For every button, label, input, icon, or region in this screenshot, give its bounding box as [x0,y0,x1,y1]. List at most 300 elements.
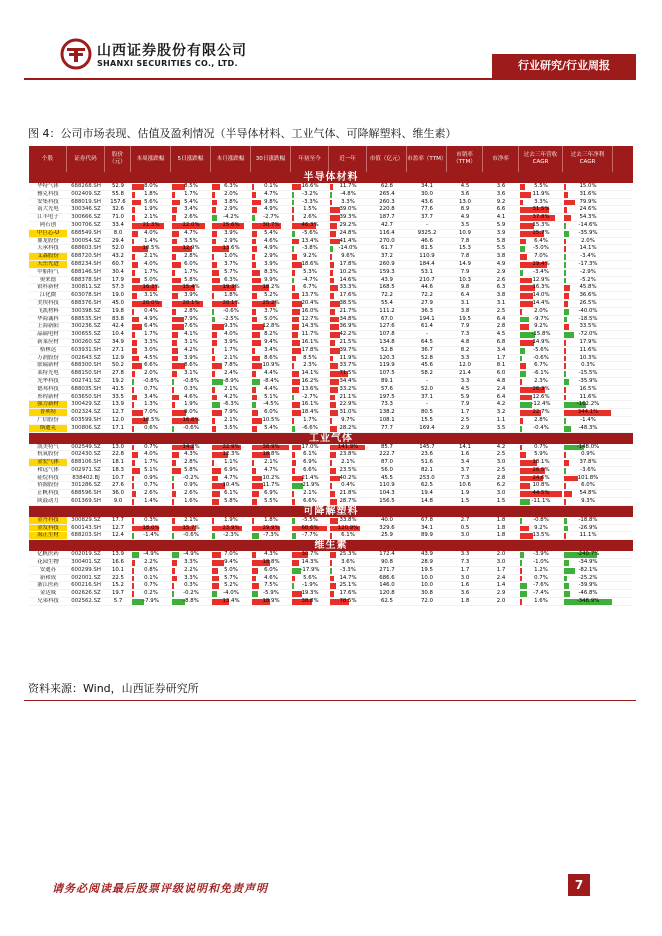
value-text: 30.7% [262,221,280,228]
value-text: 8.2% [264,331,278,338]
value-text: -4.5% [263,401,279,408]
stock-price: 71.0 [111,214,124,221]
col-pb-header: 市净率 [483,146,519,172]
col-30d-cell [251,362,291,369]
col-ytd-cell [291,292,329,299]
net-profit-cagr-cell [563,482,613,489]
net-profit-cagr-cell [563,253,613,260]
value-text: 13.4% [222,598,240,605]
value-text: 21.4% [301,474,319,481]
table-row [29,362,633,370]
value-bar [132,560,135,566]
table-row [29,590,633,598]
value-text: -18.8% [578,516,598,523]
stock-price: 10.1 [111,566,124,573]
value-bar [132,254,135,260]
net-profit-cagr-cell [563,590,613,597]
table-row [29,269,633,277]
value-text: 17.6% [339,590,357,597]
pe-ttm: 184.4 [419,260,435,267]
stock-price: 42.4 [111,323,124,330]
value-text: 6.3% [224,276,238,283]
pb-ratio: 1.1 [496,416,506,423]
col-5d-cell [171,517,211,524]
col-ytd-cell [291,525,329,532]
value-bar [132,533,134,539]
revenue-cagr-cell [519,467,563,474]
value-text: 4.7% [224,474,238,481]
value-bar [132,395,137,401]
col-week-cell [131,551,171,558]
value-text: -14.0% [338,245,358,252]
stock-code: 002001.SZ [71,574,101,581]
stock-code: 688596.SH [71,490,101,497]
value-bar [172,371,177,377]
value-bar [330,387,338,393]
value-bar [252,246,257,252]
col-ytd-cell [291,482,329,489]
ps-ttm: 12.0 [458,362,471,369]
stock-name: 天承科技 [37,245,59,252]
table-row [29,230,633,238]
value-text: 6.0% [184,260,198,267]
value-bar [132,371,135,377]
col-month-cell [211,598,251,605]
value-bar [520,418,523,424]
revenue-cagr-cell [519,191,563,198]
stock-price: 13.9 [111,551,124,558]
value-text: 15.0% [579,183,597,189]
pe-ttm: 28.9 [420,559,433,566]
revenue-cagr-cell [519,532,563,539]
value-bar [132,499,134,505]
value-bar [252,348,255,354]
pe-ttm: 36.7 [420,346,433,353]
col-30d-cell [251,444,291,451]
value-bar [520,533,533,539]
value-bar [172,340,177,346]
col-week-cell [131,222,171,229]
value-text: 1.7% [144,331,158,338]
col-5d-cell [171,316,211,323]
ps-ttm: 10.3 [458,276,471,283]
value-bar [564,356,566,362]
stock-code: 002971.SZ [71,466,101,473]
value-text: 10.4% [222,482,240,489]
value-bar [330,285,338,291]
value-text: 39.3% [339,214,357,221]
value-text: -5.2% [580,276,596,283]
value-text: -2.5% [223,315,239,322]
stock-price: 57.3 [111,284,124,291]
value-text: 2.6% [303,214,317,221]
value-text: -17.9% [300,566,320,573]
col-month-cell [211,525,251,532]
value-text: -34.9% [578,559,598,566]
value-text: 6.6% [303,466,317,473]
pb-ratio: 3.8 [496,253,506,260]
ps-ttm: 3.3 [460,377,470,384]
pe-ttm: 210.7 [419,276,435,283]
col-30d-cell [251,199,291,206]
col-week-cell [131,316,171,323]
value-bar [564,418,566,424]
stock-price: 10.7 [111,474,124,481]
col-1y-cell [329,370,367,377]
table-body [29,172,633,606]
pe-ttm: 145.7 [419,443,435,450]
value-bar [172,332,178,338]
pb-ratio: 2.5 [496,466,506,473]
stock-code: 688146.SH [71,268,101,275]
col-30d-cell [251,214,291,221]
col-1y-cell [329,409,367,416]
col-30d-cell [251,261,291,268]
value-bar [132,379,134,385]
value-text: 3.3% [144,338,158,345]
col-30d-cell [251,245,291,252]
value-text: 21.1% [339,393,357,400]
stock-code: 002019.SZ [71,551,101,558]
net-profit-cagr-cell [563,292,613,299]
col-ytd-cell [291,214,329,221]
value-text: 120.9% [337,524,359,531]
value-bar [330,518,338,524]
col-1y-cell [329,490,367,497]
table-row [29,451,633,459]
col-30d-cell [251,238,291,245]
stock-price: 36.0 [111,490,124,497]
value-text: 17.6% [339,292,357,299]
net-profit-cagr-cell [563,532,613,539]
ps-ttm: 9.8 [460,284,470,291]
col-week-cell [131,575,171,582]
col-rev-cagr-header: 过去三年营收CAGR [519,146,563,172]
value-bar [132,309,134,315]
value-text: -8.8% [183,598,199,605]
col-week-cell [131,331,171,338]
value-text: 2.3% [303,362,317,369]
stock-name: 联瑞新材 [37,362,59,369]
pe-ttm: - [426,377,428,384]
value-text: 5.1% [264,393,278,400]
stock-code: 300666.SZ [71,214,101,221]
value-bar [292,418,294,424]
value-text: 1.5% [303,206,317,213]
col-30d-cell [251,370,291,377]
value-text: 3.8% [224,198,238,205]
stock-name: 金发科技 [29,525,67,532]
value-text: 1.6% [534,598,548,605]
stock-name: 南大光电 [37,206,59,213]
value-text: 2.1% [341,459,355,466]
value-bar [212,332,217,338]
value-text: 0.7% [144,385,158,392]
table-row [29,386,633,394]
pe-ttm: - [426,221,428,228]
stock-code: 601369.SH [71,498,101,505]
value-bar [330,309,335,315]
net-profit-cagr-cell [563,347,613,354]
stock-name: 普利特 [29,409,67,416]
value-text: -14.6% [578,221,598,228]
stock-name: 艾森股份 [29,253,67,260]
col-week-cell [131,475,171,482]
pe-ttm: 67.8 [420,516,433,523]
value-text: -8.9% [223,377,239,384]
col-1y-cell [329,253,367,260]
net-profit-cagr-cell [563,323,613,330]
table-row [29,331,633,339]
value-bar [564,270,566,276]
value-bar [252,184,254,190]
stock-code: 603650.SH [71,393,101,400]
col-ytd-cell [291,347,329,354]
col-month-cell [211,261,251,268]
value-text: 10.2% [262,474,280,481]
table-row [29,214,633,222]
ps-ttm: 2.9 [460,424,470,431]
ps-ttm: 3.6 [460,590,470,597]
value-text: 3.1% [184,338,198,345]
table-row [29,284,633,292]
value-text: -162.2% [576,401,600,408]
col-month-cell [211,575,251,582]
ps-ttm: 1.6 [460,451,470,458]
col-np-cagr-header: 过去三年净利CAGR [563,146,613,172]
pb-ratio: 3.2 [496,409,506,416]
value-text: 2.1% [224,385,238,392]
value-bar [172,460,176,466]
stock-code: 688234.SH [71,260,101,267]
col-week-cell [131,191,171,198]
value-text: 21.3% [142,221,160,228]
value-bar [520,348,525,354]
value-text: 5.8% [184,276,198,283]
col-1y-header: 近一年 [329,146,367,172]
value-text: 33.7% [339,362,357,369]
value-bar [212,207,216,213]
col-month-cell [211,559,251,566]
value-text: 6.4% [534,237,548,244]
revenue-cagr-cell [519,370,563,377]
value-bar [564,309,569,315]
stock-code: 300398.SZ [71,307,101,314]
value-bar [564,324,569,330]
pb-ratio: 3.6 [496,183,506,189]
value-bar [252,583,259,589]
col-week-cell [131,559,171,566]
col-5d-cell [171,261,211,268]
value-text: 2.6% [184,490,198,497]
report-category-tag: 行业研究/行业周报 [492,54,636,78]
value-bar [292,348,301,354]
value-bar [330,552,336,558]
table-row [29,308,633,316]
value-text: 25.6% [222,221,240,228]
value-text: 34.4% [339,377,357,384]
stock-price: 16.6 [111,559,124,566]
value-bar [330,200,332,206]
ps-ttm: 8.2 [460,346,470,353]
market-value: 62.8 [380,183,393,189]
value-bar [330,223,337,229]
value-bar [330,254,332,260]
value-text: 9.4% [224,559,238,566]
pb-ratio: 4.1 [496,214,506,221]
value-bar [172,317,184,323]
stock-name: 德邦科技 [37,385,59,392]
pe-ttm: 23.6 [420,451,433,458]
stock-price: 33.4 [111,221,124,228]
value-text: 46.3% [301,221,319,228]
value-bar [564,560,569,566]
company-name-cn: 山西证券股份有限公司 [97,43,247,59]
net-profit-cagr-cell [563,199,613,206]
value-text: 10.5% [142,416,160,423]
table-row [29,551,633,559]
col-30d-cell [251,277,291,284]
col-1y-cell [329,222,367,229]
value-text: -3.6% [580,466,596,473]
col-30d-cell [251,559,291,566]
pb-ratio: 2.5 [496,451,506,458]
stock-table [29,146,633,606]
value-text: 6.9% [224,466,238,473]
value-bar [292,533,296,539]
stock-code: 002549.SZ [71,443,101,450]
value-text: -4.2% [223,214,239,221]
value-bar [564,363,566,369]
value-text: -9.7% [533,315,549,322]
revenue-cagr-cell [519,199,563,206]
value-bar [212,254,214,260]
stock-name: 斯迪克 [29,425,67,432]
col-1y-cell [329,308,367,315]
col-5d-cell [171,323,211,330]
value-bar [172,583,174,589]
value-bar [330,560,332,566]
value-text: 10.5% [262,416,280,423]
value-bar [252,568,258,574]
col-month-cell [211,316,251,323]
pe-ttm: 30.8 [420,590,433,597]
col-week-cell [131,269,171,276]
col-30d-cell [251,394,291,401]
value-text: -21.9% [300,482,320,489]
value-text: 79.9% [579,198,597,205]
pb-ratio: 4.9 [496,260,506,267]
stock-price: 13.9 [111,401,124,408]
table-header-row [29,146,633,172]
pe-ttm: - [426,401,428,408]
net-profit-cagr-cell [563,331,613,338]
col-5d-cell [171,222,211,229]
value-bar [564,533,566,539]
value-text: 5.4% [264,229,278,236]
net-profit-cagr-cell [563,316,613,323]
value-bar [292,184,301,190]
value-text: 2.2% [184,566,198,573]
value-text: 33.8% [339,516,357,523]
value-text: 2.9% [224,206,238,213]
value-bar [292,426,295,432]
col-month-cell [211,386,251,393]
value-bar [252,395,257,401]
pe-ttm: 52.8 [420,354,433,361]
stock-name: 鼎龙股份 [37,237,59,244]
section-header: 可降解塑料 [29,506,633,517]
pb-ratio: 1.8 [496,524,506,531]
col-ytd-cell [291,582,329,589]
value-text: 1.9% [184,401,198,408]
col-month-cell [211,230,251,237]
value-bar [330,533,332,539]
value-text: 0.3% [184,582,198,589]
value-bar [212,499,219,505]
ps-ttm: 10.9 [458,229,471,236]
value-text: 28.7% [339,498,357,505]
ps-ttm: 7.9 [460,268,470,275]
stock-name: 华特气体 [37,183,59,189]
value-text: 12.9% [182,245,200,252]
col-week-cell [131,284,171,291]
value-bar [212,410,222,416]
table-row [29,532,633,540]
value-text: 8.5% [184,183,198,189]
value-text: -5.9% [263,590,279,597]
net-profit-cagr-cell [563,567,613,574]
value-text: -48.3% [578,424,598,431]
stock-code: 002643.SZ [71,354,101,361]
value-text: 14.1% [579,245,597,252]
value-text: 1.8% [264,516,278,523]
value-text: 4.9% [264,206,278,213]
pb-ratio: 2.6 [496,276,506,283]
value-bar [212,552,221,558]
value-text: -7.9% [143,598,159,605]
pe-ttm: 14.8 [420,498,433,505]
col-month-cell [211,238,251,245]
col-5d-cell [171,191,211,198]
value-text: 19.3% [301,590,319,597]
value-text: 9.2% [534,323,548,330]
stock-name: 和远气体 [37,466,59,473]
value-text: 18.8% [262,559,280,566]
col-5d-cell [171,386,211,393]
value-bar [132,270,135,276]
col-5d-cell [171,525,211,532]
value-text: 2.8% [184,253,198,260]
stock-name: 飞凯材料 [37,307,59,314]
col-ytd-cell [291,222,329,229]
value-text: 0.4% [144,307,158,314]
market-value: 56.0 [380,466,393,473]
value-bar [564,192,568,198]
value-text: 5.2% [224,582,238,589]
net-profit-cagr-cell [563,451,613,458]
pb-ratio: 4.2 [496,443,506,450]
value-bar [132,278,140,284]
value-text: 45.8% [579,284,597,291]
col-month-cell [211,532,251,539]
value-text: -1.9% [302,582,318,589]
value-text: 23.8% [339,451,357,458]
value-text: 2.1% [224,354,238,361]
col-5d-cell [171,467,211,474]
value-text: 9.3% [581,498,595,505]
col-week-cell [131,517,171,524]
